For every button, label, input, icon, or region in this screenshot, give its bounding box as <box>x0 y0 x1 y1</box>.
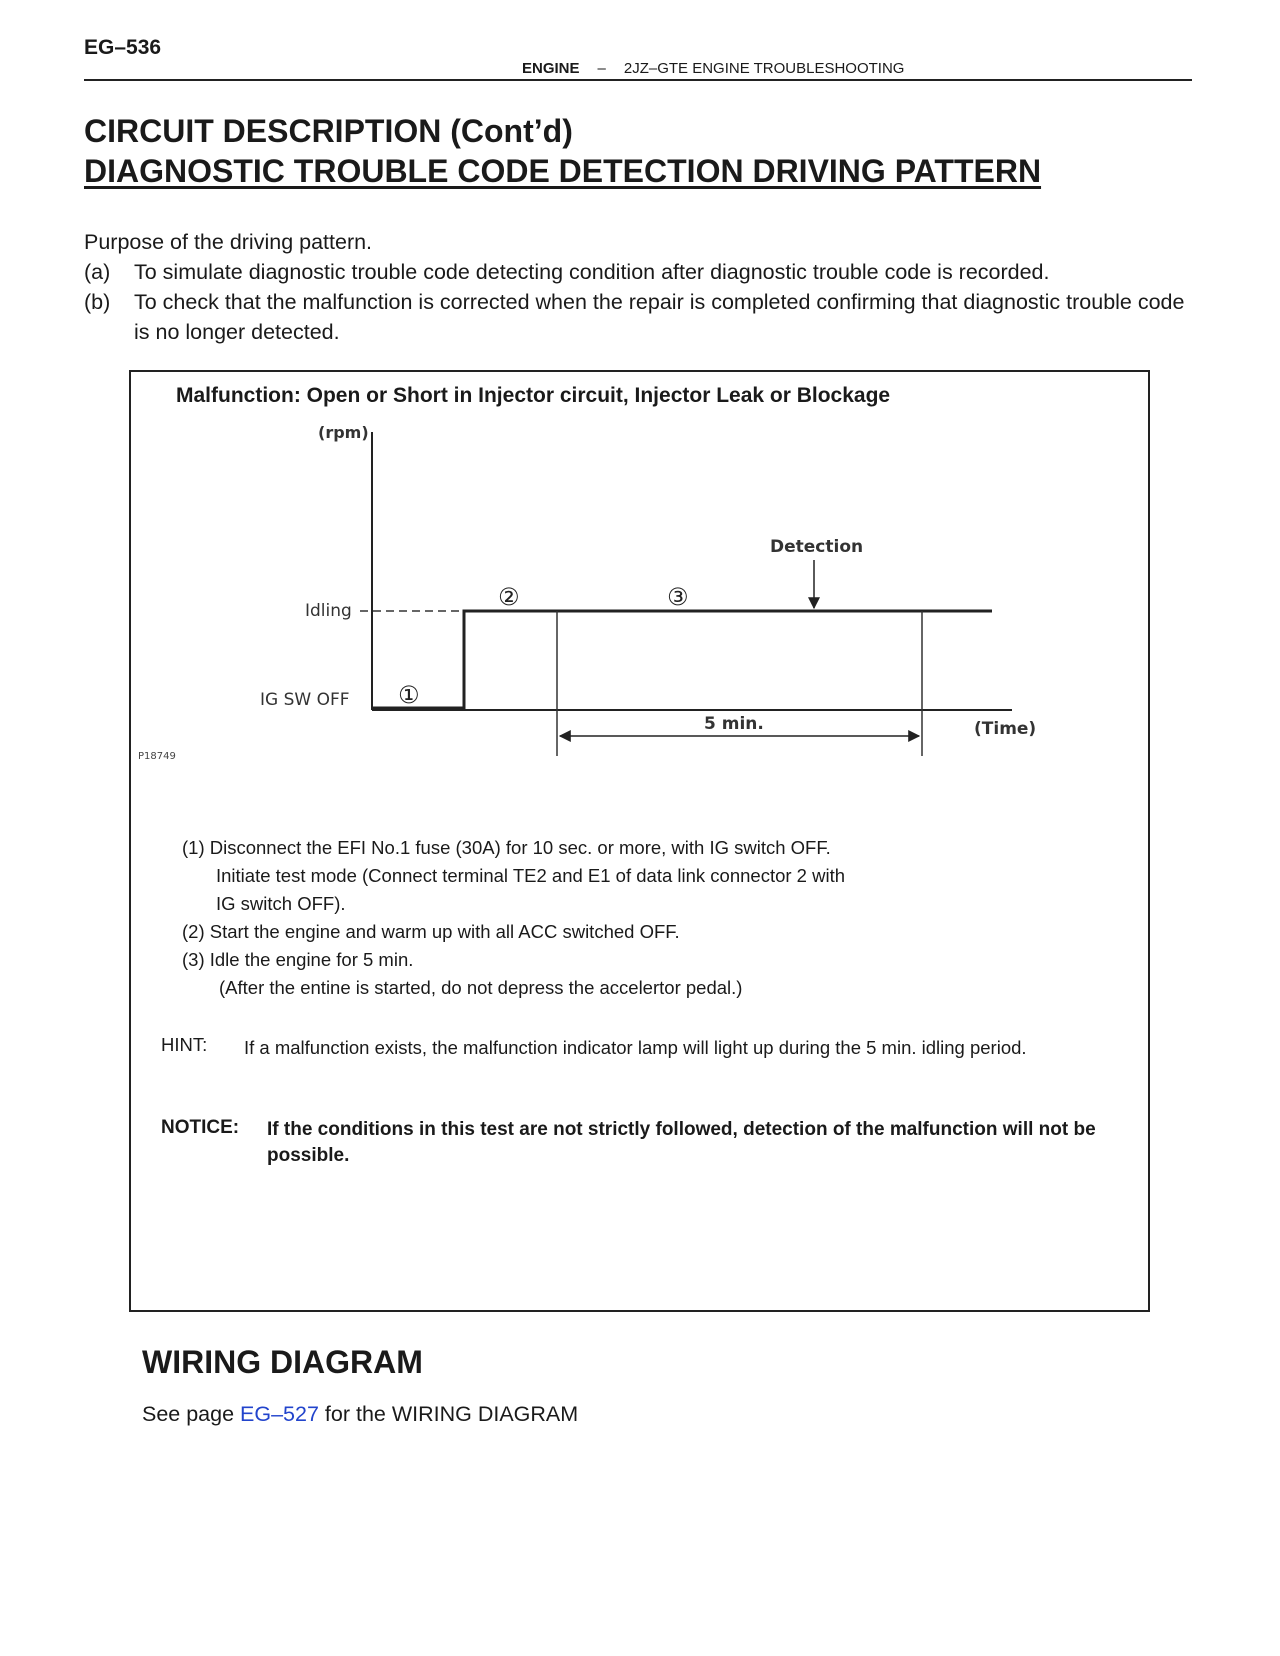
page-number: EG–536 <box>84 36 162 59</box>
notice-text: If the conditions in this test are not strictly followed, detection of the malfunction will not be possible. <box>267 1119 1096 1166</box>
step-line: (3) Idle the engine for 5 min. <box>182 949 414 970</box>
wiring-ref-suffix: for the WIRING DIAGRAM <box>318 1402 579 1426</box>
malfunction-heading: Malfunction: Open or Short in Injector circuit, Injector Leak or Blockage <box>176 384 891 407</box>
rpm-trace <box>372 611 992 708</box>
notice-label: NOTICE: <box>161 1117 240 1138</box>
step-line: (After the entine is started, do not depress the accelertor pedal.) <box>219 977 743 998</box>
header-section: ENGINE <box>522 60 580 77</box>
step-line: (2) Start the engine and warm up with all ACC switched OFF. <box>182 921 680 942</box>
purpose-intro: Purpose of the driving pattern. <box>84 230 373 254</box>
wiring-ref-prefix: See page <box>142 1402 241 1426</box>
header-subsection: 2JZ–GTE ENGINE TROUBLESHOOTING <box>623 60 905 77</box>
step-line: Initiate test mode (Connect terminal TE2 and E1 of data link connector 2 with <box>216 865 845 886</box>
step-marker-3: ③ <box>667 583 689 611</box>
idling-label: Idling <box>305 601 352 621</box>
page-reference-link[interactable]: EG–527 <box>240 1402 319 1426</box>
step-line: (1) Disconnect the EFI No.1 fuse (30A) for 10 sec. or more, with IG switch OFF. <box>182 837 831 858</box>
figure-code: P18749 <box>138 751 176 762</box>
section-title: DIAGNOSTIC TROUBLE CODE DETECTION DRIVING PATTERN <box>84 153 1042 189</box>
duration-label: 5 min. <box>704 714 764 734</box>
step-marker-1: ① <box>398 681 420 709</box>
wiring-diagram-title: WIRING DIAGRAM <box>142 1344 423 1380</box>
ig-sw-off-label: IG SW OFF <box>260 690 350 710</box>
step-line: IG switch OFF). <box>216 893 346 914</box>
detection-label: Detection <box>770 537 864 557</box>
header-separator: – <box>597 60 606 77</box>
wiring-reference <box>142 1402 578 1427</box>
purpose-item-label: (a) <box>84 260 111 284</box>
hint-label: HINT: <box>161 1034 208 1055</box>
purpose-item-text: To check that the malfunction is corrected when the repair is completed confirming that diagnostic trouble code is no longer detected. <box>134 290 1185 344</box>
x-axis-label: (Time) <box>974 719 1037 739</box>
purpose-item-label: (b) <box>84 290 111 314</box>
y-axis-label: (rpm) <box>318 423 369 442</box>
hint-text: If a malfunction exists, the malfunction indicator lamp will light up during the 5 min. idling period. <box>244 1037 1027 1058</box>
purpose-item-text: To simulate diagnostic trouble code detecting condition after diagnostic trouble code is recorded. <box>134 260 1050 284</box>
step-marker-2: ② <box>498 583 520 611</box>
page-title: CIRCUIT DESCRIPTION (Cont’d) <box>84 113 573 149</box>
